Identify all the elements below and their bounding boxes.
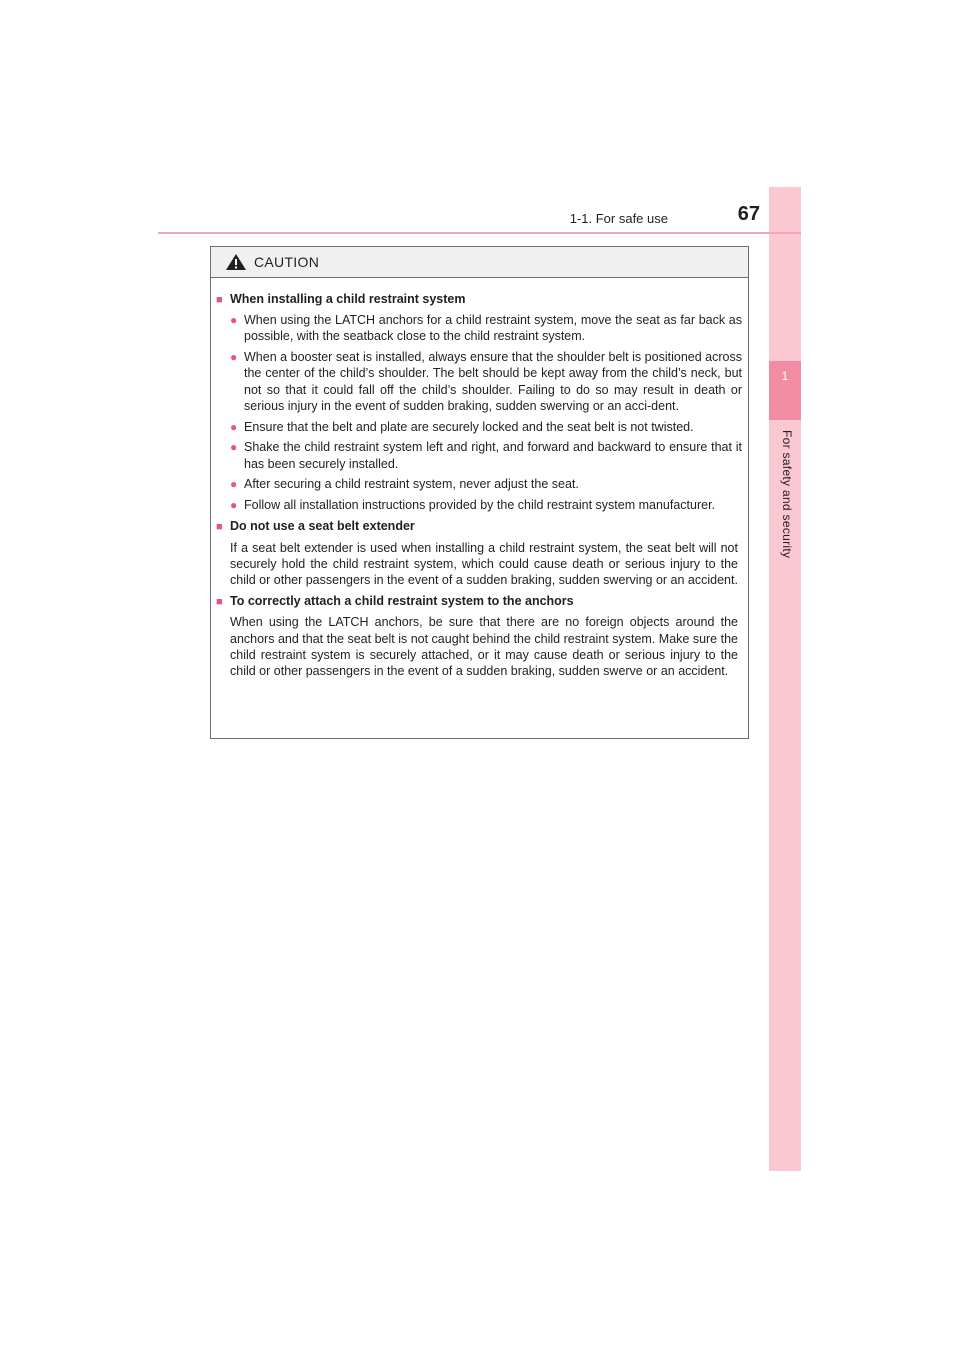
circle-bullet-icon: ● <box>230 498 238 513</box>
section-heading-text: To correctly attach a child restraint system to the anchors <box>230 594 574 609</box>
list-item <box>216 419 742 435</box>
section-paragraph: If a seat belt extender is used when installing a child restraint system, the seat belt will not securely hold the child restraint system, which could cause death or serious injury to the child or other passengers in the event of a sudden braking, sudden swerving or an accident. <box>230 540 738 588</box>
caution-section <box>216 593 742 679</box>
caution-box <box>210 246 749 739</box>
list-item-text: When using the LATCH anchors for a child restraint system, move the seat as far back as possible, with the seatback close to the child restraint system. <box>244 313 742 344</box>
list-item-text: Follow all installation instructions provided by the child restraint system manufacturer. <box>244 498 716 513</box>
section-heading-text: Do not use a seat belt extender <box>230 519 415 534</box>
circle-bullet-icon: ● <box>230 477 238 492</box>
circle-bullet-icon: ● <box>230 350 238 365</box>
circle-bullet-icon: ● <box>230 440 238 455</box>
list-item-text: Ensure that the belt and plate are securely locked and the seat belt is not twisted. <box>244 419 694 434</box>
list-item <box>216 312 742 344</box>
caution-header <box>211 247 748 278</box>
section-title: 1-1. For safe use <box>569 211 668 226</box>
chapter-number: 1 <box>781 369 789 383</box>
list-item-text: After securing a child restraint system, never adjust the seat. <box>244 477 579 492</box>
section-heading-text: When installing a child restraint system <box>230 292 466 306</box>
chapter-label: For safety and security <box>780 430 794 559</box>
section-paragraph: When using the LATCH anchors, be sure that there are no foreign objects around the anchors and that the seat belt is not caught behind the child restraint system. Make sure the child restraint system is securely attached, or it may cause death or serious injury to the child or other passengers in the event of a sudden braking, sudden swerve or an accident. <box>230 615 738 679</box>
square-bullet-icon: ■ <box>216 521 223 534</box>
warning-triangle-icon <box>225 253 247 271</box>
list-item-text: Shake the child restraint system left and right, and forward and backward to ensure that it has been securely installed. <box>244 440 742 471</box>
list-item-text: When a booster seat is installed, always ensure that the shoulder belt is positioned across the center of the child’s shoulder. The belt should be kept away from the child’s neck, but not so that it could fall off the child’s shoulder. Failing to do so may result in death or serious injury in the event of sudden braking, sudden swerving or an acci-dent. <box>244 350 742 413</box>
caution-section <box>216 518 742 588</box>
caution-section <box>216 291 742 513</box>
circle-bullet-icon: ● <box>230 419 238 434</box>
list-item <box>216 349 742 414</box>
list-item <box>216 476 742 492</box>
caution-body <box>211 278 748 679</box>
list-item <box>216 497 742 513</box>
page-number: 67 <box>737 203 760 225</box>
section-heading <box>216 518 742 535</box>
section-heading <box>216 291 742 308</box>
circle-bullet-icon: ● <box>230 313 238 328</box>
header-rule <box>158 232 801 234</box>
list-item <box>216 439 742 471</box>
square-bullet-icon: ■ <box>216 294 223 306</box>
side-tab <box>769 187 801 1171</box>
square-bullet-icon: ■ <box>216 596 223 609</box>
caution-title: CAUTION <box>254 254 320 270</box>
section-heading <box>216 593 742 610</box>
chapter-number-tab[interactable] <box>769 361 801 420</box>
